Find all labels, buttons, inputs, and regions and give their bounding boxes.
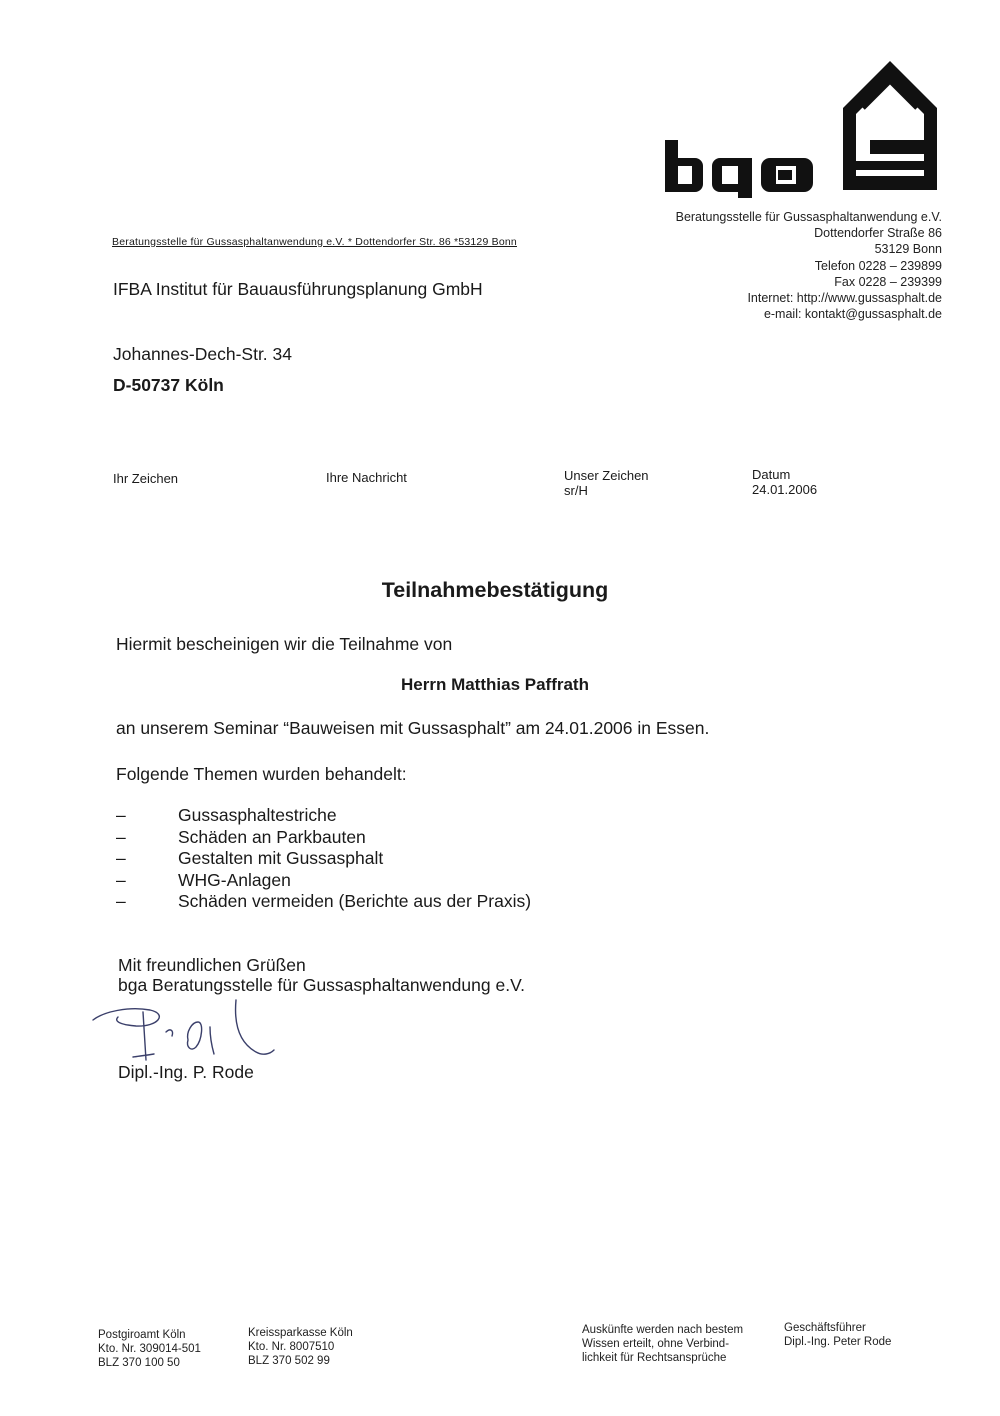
sender-street: Dottendorfer Straße 86 — [814, 226, 942, 241]
datum-value: 24.01.2006 — [752, 482, 818, 497]
recipient-street: Johannes-Dech-Str. 34 — [113, 344, 292, 364]
topic-text: Schäden an Parkbauten — [178, 826, 366, 847]
bullet-dash: – — [116, 891, 126, 911]
sender-city: 53129 Bonn — [874, 242, 942, 257]
footer-blz: BLZ 370 502 99 — [248, 1355, 330, 1368]
signatory-name: Dipl.-Ing. P. Rode — [118, 1062, 254, 1082]
footer-disclaimer-line: Wissen erteilt, ohne Verbind- — [582, 1338, 730, 1351]
seminar-text: an unserem Seminar “Bauweisen mit Gussasphalt” am 24.01.2006 in Essen. — [116, 718, 710, 738]
bullet-dash: – — [116, 805, 126, 825]
footer-bank-postgiro — [98, 1328, 201, 1371]
bga-wordmark — [665, 140, 813, 198]
closing-organization: bga Beratungsstelle für Gussasphaltanwendung e.V. — [118, 975, 525, 995]
topic-text: Gussasphaltestriche — [178, 805, 337, 825]
ihre-nachricht-label: Ihre Nachricht — [326, 470, 407, 485]
footer-bank-kreissparkasse — [248, 1326, 353, 1369]
handwritten-signature — [88, 992, 288, 1067]
sender-fax: Fax 0228 – 239399 — [834, 274, 942, 289]
footer-management-title: Geschäftsführer — [784, 1322, 866, 1334]
letter-title: Teilnahmebestätigung — [381, 578, 609, 602]
recipient-city: D-50737 Köln — [113, 375, 224, 395]
sender-name: Beratungsstelle für Gussasphaltanwendung e.V. — [675, 210, 942, 224]
topic-text: WHG-Anlagen — [178, 869, 291, 890]
topics-intro: Folgende Themen wurden behandelt: — [116, 764, 407, 784]
footer-management — [784, 1321, 891, 1349]
footer-bank-name: Kreissparkasse Köln — [248, 1327, 353, 1339]
bullet-dash: – — [116, 869, 126, 890]
footer-management-name: Dipl.-Ing. Peter Rode — [784, 1336, 892, 1349]
footer-account-number: Kto. Nr. 8007510 — [248, 1341, 335, 1354]
closing-greeting: Mit freundlichen Grüßen — [118, 955, 306, 975]
sender-email: e-mail: kontakt@gussasphalt.de — [763, 307, 942, 322]
ihr-zeichen-label: Ihr Zeichen — [113, 471, 179, 486]
datum-label: Datum — [752, 467, 791, 482]
bullet-dash: – — [116, 848, 126, 868]
sender-website: Internet: http://www.gussasphalt.de — [747, 291, 942, 306]
unser-zeichen-label: Unser Zeichen — [564, 468, 649, 483]
footer-bank-name: Postgiroamt Köln — [98, 1329, 186, 1341]
footer-disclaimer — [582, 1323, 743, 1366]
house-symbol — [843, 61, 937, 190]
participant-name: Herrn Matthias Paffrath — [401, 675, 589, 694]
footer-account-number: Kto. Nr. 309014-501 — [98, 1343, 201, 1356]
recipient-company: IFBA Institut für Bauausführungsplanung GmbH — [113, 279, 483, 299]
footer-disclaimer-line: Auskünfte werden nach bestem — [582, 1324, 744, 1336]
return-address-line: Beratungsstelle für Gussasphaltanwendung e.V. * Dottendorfer Str. 86 *53129 Bonn — [112, 236, 517, 248]
intro-text: Hiermit bescheinigen wir die Teilnahme von — [116, 634, 453, 654]
footer-blz: BLZ 370 100 50 — [98, 1357, 180, 1370]
bga-logo — [660, 58, 950, 198]
unser-zeichen-value: sr/H — [564, 483, 588, 498]
topic-text: Gestalten mit Gussasphalt — [178, 848, 384, 868]
sender-phone: Telefon 0228 – 239899 — [814, 258, 942, 273]
footer-disclaimer-line: lichkeit für Rechtsansprüche — [582, 1352, 727, 1365]
bullet-dash: – — [116, 826, 126, 847]
sender-address-block — [676, 209, 942, 322]
topic-text: Schäden vermeiden (Berichte aus der Praxis) — [178, 891, 532, 911]
